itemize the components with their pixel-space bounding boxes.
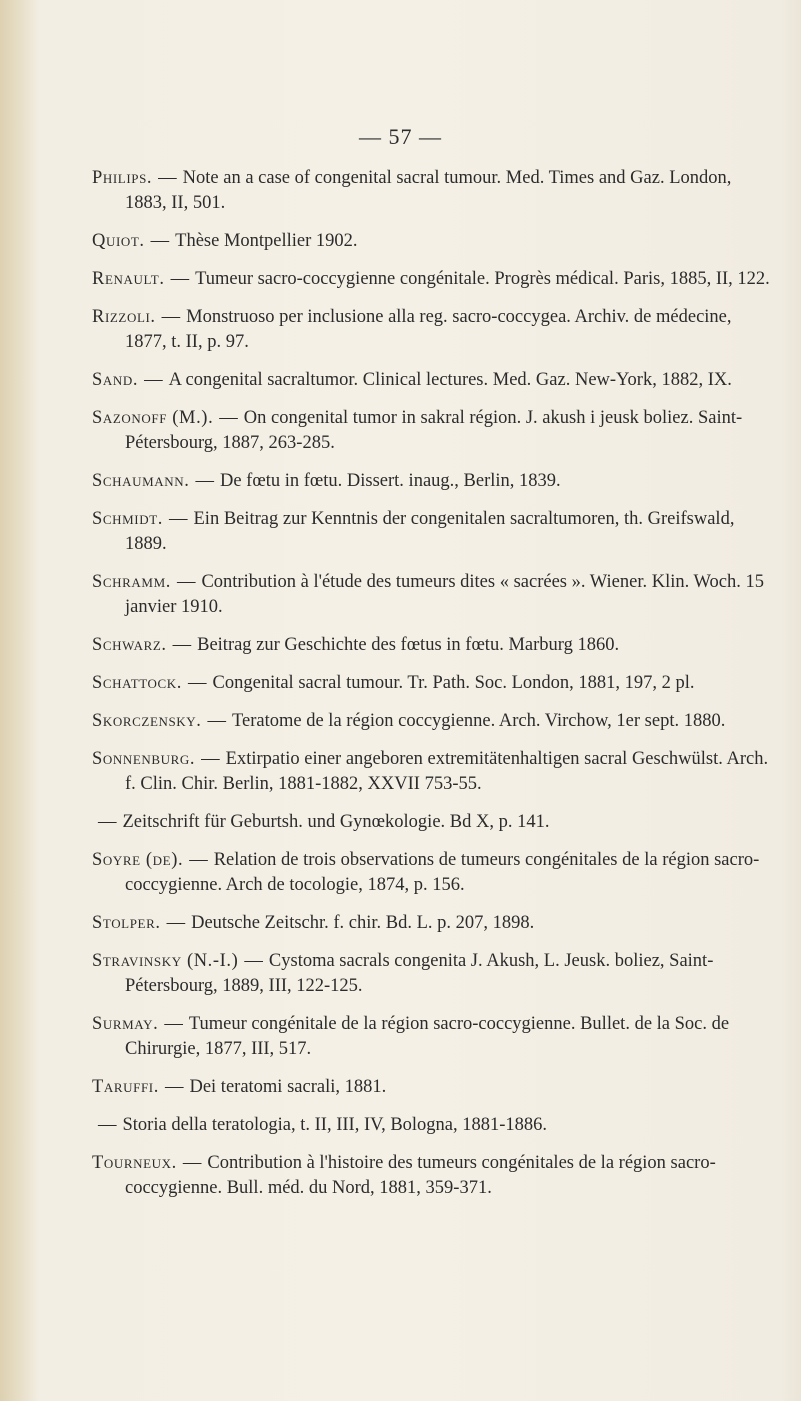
bibliography-entry [92, 1151, 772, 1201]
entry-text: Storia della teratologia, t. II, III, IV, Bologna, 1881-1886. [122, 1115, 548, 1135]
bibliography-entry [92, 1012, 772, 1062]
entry-text: Note an a case of congenital sacral tumour. Med. Times and Gaz. London, 1883, II, 501. [125, 168, 732, 213]
entry-author: Sazonoff (M.). [92, 408, 214, 428]
entry-author: Taruffi. [92, 1077, 159, 1097]
entry-author: Schaumann. [92, 471, 190, 491]
entry-author: Schramm. [92, 572, 171, 592]
bibliography-entry [92, 229, 772, 254]
entry-dash: — [150, 231, 170, 251]
paper-stain [0, 0, 38, 1401]
entry-author: Philips. [92, 168, 153, 188]
bibliography-entry [92, 406, 772, 456]
entry-dash: — [172, 635, 192, 655]
entry-author: Tourneux. [92, 1153, 177, 1173]
entry-author: Renault. [92, 269, 165, 289]
entry-dash: — [195, 471, 214, 491]
entry-dash: — [144, 370, 163, 390]
entry-dash: — [164, 1014, 183, 1034]
entry-text: Contribution à l'étude des tumeurs dites « sacrées ». Wiener. Klin. Woch. 15 janvier 1910. [125, 572, 764, 617]
entry-dash: — [188, 673, 207, 693]
entry-author: Schattock. [92, 673, 183, 693]
entry-dash: — [164, 1077, 184, 1097]
entry-text: Tumeur congénitale de la région sacro-coccygienne. Bullet. de la Soc. de Chirurgie, 1877, III, 517. [125, 1014, 730, 1059]
entry-author: Sonnenburg. [92, 749, 196, 769]
bibliography-entry [92, 633, 772, 658]
entry-text: Tumeur sacro-coccygienne congénitale. Progrès médical. Paris, 1885, II, 122. [195, 269, 770, 289]
entry-dash: — [170, 269, 190, 289]
bibliography-entry [92, 747, 772, 797]
bibliography-entry [92, 267, 772, 292]
bibliography-list [92, 166, 772, 1214]
entry-text: Beitrag zur Geschichte des fœtus in fœtu. Marburg 1860. [197, 635, 620, 655]
entry-dash: — [189, 850, 208, 870]
bibliography-entry [92, 507, 772, 557]
entry-text: Congenital sacral tumour. Tr. Path. Soc. London, 1881, 197, 2 pl. [212, 673, 695, 693]
bibliography-entry [92, 709, 772, 734]
entry-dash: — [98, 1115, 117, 1135]
bibliography-entry [92, 570, 772, 620]
entry-author: Sand. [92, 370, 139, 390]
entry-author: Stolper. [92, 913, 161, 933]
entry-dash: — [182, 1153, 202, 1173]
entry-text: Zeitschrift für Geburtsh. und Gynœkologie. Bd X, p. 141. [122, 812, 550, 832]
entry-dash: — [219, 408, 238, 428]
entry-text: Deutsche Zeitschr. f. chir. Bd. L. p. 207, 1898. [191, 913, 535, 933]
entry-text: Extirpatio einer angeboren extremitätenhaltigen sacral Geschwülst. Arch. f. Clin. Chir. Berlin, 1881-1882, XXVII 753-55. [125, 749, 769, 794]
entry-text: Monstruoso per inclusione alla reg. sacro-coccygea. Archiv. de médecine, 1877, t. II, p. 97. [125, 307, 732, 352]
entry-text: A congenital sacraltumor. Clinical lectures. Med. Gaz. New-York, 1882, IX. [168, 370, 732, 390]
entry-dash: — [201, 749, 220, 769]
entry-dash: — [98, 812, 117, 832]
bibliography-entry [92, 949, 772, 999]
bibliography-entry [92, 1113, 772, 1138]
entry-dash: — [176, 572, 196, 592]
entry-dash: — [169, 509, 188, 529]
entry-author: Rizzoli. [92, 307, 156, 327]
bibliography-entry [92, 810, 772, 835]
entry-dash: — [207, 711, 227, 731]
bibliography-entry [92, 848, 772, 898]
entry-text: On congenital tumor in sakral région. J. akush i jeusk boliez. Saint-Pétersbourg, 1887, 263-285. [125, 408, 743, 453]
bibliography-entry [92, 166, 772, 216]
page-number: — 57 — [359, 124, 442, 149]
bibliography-entry [92, 1075, 772, 1100]
entry-author: Skorczensky. [92, 711, 202, 731]
entry-text: Dei teratomi sacrali, 1881. [189, 1077, 387, 1097]
bibliography-entry [92, 305, 772, 355]
entry-author: Stravinsky (N.-I.) [92, 951, 239, 971]
entry-dash: — [244, 951, 263, 971]
entry-dash: — [166, 913, 186, 933]
entry-text: Contribution à l'histoire des tumeurs congénitales de la région sacro-coccygienne. Bull. méd. du Nord, 1881, 359-371. [125, 1153, 716, 1198]
entry-text: Cystoma sacrals congenita J. Akush, L. Jeusk. boliez, Saint-Pétersbourg, 1889, III, 122-125. [125, 951, 714, 996]
entry-author: Schwarz. [92, 635, 167, 655]
bibliography-entry [92, 911, 772, 936]
bibliography-entry [92, 469, 772, 494]
entry-dash: — [161, 307, 181, 327]
bibliography-entry [92, 368, 772, 393]
entry-author: Soyre (de). [92, 850, 184, 870]
bibliography-entry [92, 671, 772, 696]
entry-author: Schmidt. [92, 509, 163, 529]
entry-author: Quiot. [92, 231, 145, 251]
entry-text: Teratome de la région coccygienne. Arch. Virchow, 1er sept. 1880. [232, 711, 726, 731]
entry-author: Surmay. [92, 1014, 159, 1034]
entry-text: Relation de trois observations de tumeurs congénitales de la région sacro-coccygienne. Arch de tocologie, 1874, p. 156. [125, 850, 760, 895]
entry-dash: — [158, 168, 177, 188]
entry-text: De fœtu in fœtu. Dissert. inaug., Berlin, 1839. [219, 471, 561, 491]
entry-text: Thèse Montpellier 1902. [175, 231, 358, 251]
entry-text: Ein Beitrag zur Kenntnis der congenitalen sacraltumoren, th. Greifswald, 1889. [125, 509, 735, 554]
